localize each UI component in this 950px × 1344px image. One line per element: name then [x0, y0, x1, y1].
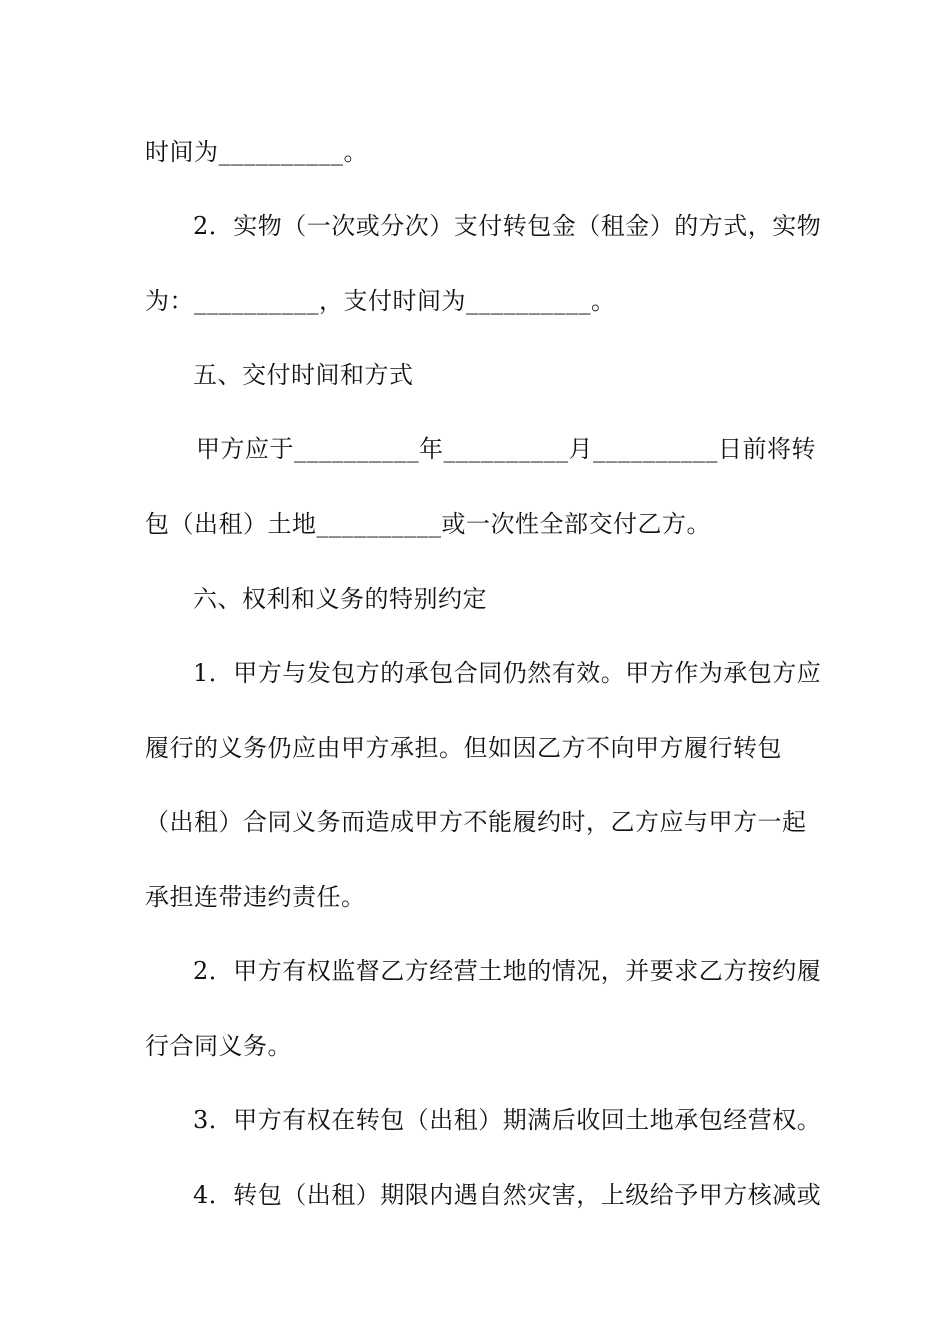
section-heading-6: 六、权利和义务的特别约定 — [193, 585, 487, 613]
text-line-5: 甲方应于__________年__________月__________日前将转 — [196, 435, 816, 463]
text-line-2: 2．实物（一次或分次）支付转包金（租金）的方式，实物 — [193, 212, 822, 240]
text-line-13: 行合同义务。 — [145, 1032, 292, 1060]
text-line-12: 2．甲方有权监督乙方经营土地的情况，并要求乙方按约履 — [193, 957, 822, 985]
text-line-15: 4．转包（出租）期限内遇自然灾害，上级给予甲方核减或 — [193, 1181, 822, 1209]
text-line-6: 包（出租）土地__________或一次性全部交付乙方。 — [145, 510, 711, 538]
text-line-10: （出租）合同义务而造成甲方不能履约时，乙方应与甲方一起 — [145, 808, 807, 836]
text-line-9: 履行的义务仍应由甲方承担。但如因乙方不向甲方履行转包 — [145, 734, 782, 762]
text-line-11: 承担连带违约责任。 — [145, 883, 366, 911]
text-line-8: 1．甲方与发包方的承包合同仍然有效。甲方作为承包方应 — [193, 659, 822, 687]
section-heading-5: 五、交付时间和方式 — [193, 361, 414, 389]
text-line-14: 3．甲方有权在转包（出租）期满后收回土地承包经营权。 — [193, 1106, 822, 1134]
text-line-1: 时间为__________。 — [145, 138, 368, 166]
text-line-3: 为：__________，支付时间为__________。 — [145, 287, 616, 315]
